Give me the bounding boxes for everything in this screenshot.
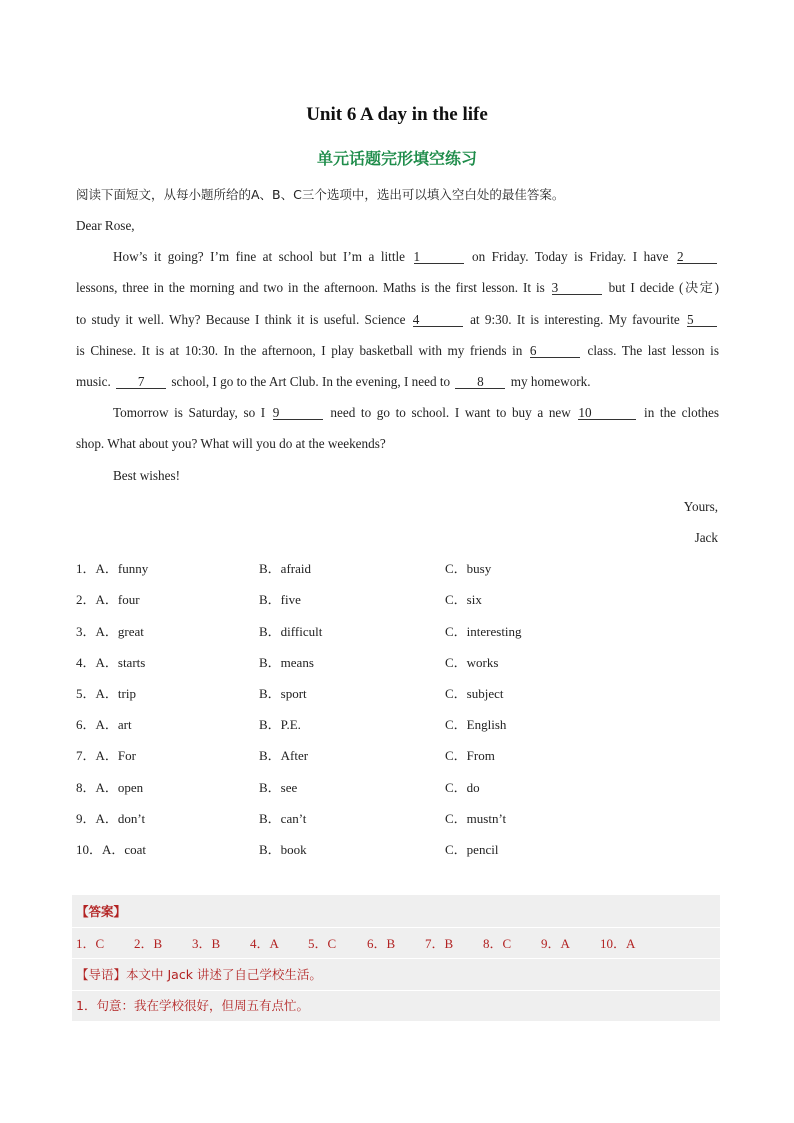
instruction-text: 阅读下面短文，从每小题所给的A、B、C三个选项中，选出可以填入空白处的最佳答案。 bbox=[76, 187, 565, 202]
blank-5: 5 bbox=[687, 313, 717, 327]
question-5-option-b[interactable]: B．sport bbox=[259, 686, 307, 701]
option-a[interactable]: art bbox=[117, 717, 132, 732]
answer-divider bbox=[72, 990, 720, 991]
question-1-option-c[interactable]: C．busy bbox=[445, 561, 492, 576]
option-a[interactable]: starts bbox=[117, 655, 146, 670]
question-8-option-b[interactable]: B．see bbox=[259, 780, 298, 795]
question-6-option-b[interactable]: B．P.E. bbox=[259, 717, 301, 732]
blank-10: 10 bbox=[578, 406, 636, 420]
option-a[interactable]: coat bbox=[124, 842, 147, 857]
answer-key-4: 4．A bbox=[250, 936, 279, 951]
passage-line-7: shop. What about you? What will you do at the weekends? bbox=[76, 436, 386, 451]
answer-key-10: 10．A bbox=[600, 936, 636, 951]
blank-7: 7 bbox=[116, 375, 166, 389]
option-a[interactable]: open bbox=[117, 780, 144, 795]
answer-key-2: 2．B bbox=[134, 936, 163, 951]
blank-1: 1 bbox=[414, 250, 464, 264]
answer-label: 【答案】 bbox=[76, 904, 127, 919]
passage-line-2: lessons, three in the morning and two in the afternoon. Maths is the first lesson. It is 3 but I decide (决定) bbox=[76, 280, 719, 295]
passage-line-1: How’s it going? I’m fine at school but I’m a little 1 on Friday. Today is Friday. I have 2 bbox=[76, 249, 719, 265]
answer-key-8: 8．C bbox=[483, 936, 512, 951]
option-a[interactable]: For bbox=[117, 748, 136, 763]
question-3: 3．A．great bbox=[76, 624, 144, 639]
question-2: 2．A．four bbox=[76, 592, 140, 607]
answer-guide: 【导语】本文中 Jack 讲述了自己学校生活。 bbox=[76, 967, 322, 982]
blank-4: 4 bbox=[413, 313, 463, 327]
answer-key-1: 1．C bbox=[76, 936, 105, 951]
blank-2: 2 bbox=[677, 250, 717, 264]
answer-key-7: 7．B bbox=[425, 936, 454, 951]
answer-divider bbox=[72, 927, 720, 928]
answer-key-3: 3．B bbox=[192, 936, 221, 951]
blank-6: 6 bbox=[530, 344, 580, 358]
question-4-option-b[interactable]: B．means bbox=[259, 655, 314, 670]
option-a[interactable]: funny bbox=[117, 561, 149, 576]
question-10-option-b[interactable]: B．book bbox=[259, 842, 307, 857]
question-2-option-c[interactable]: C．six bbox=[445, 592, 482, 607]
answer-key-6: 6．B bbox=[367, 936, 396, 951]
question-7: 7．A．For bbox=[76, 748, 136, 763]
option-a[interactable]: don’t bbox=[117, 811, 146, 826]
letter-greeting: Dear Rose, bbox=[76, 218, 135, 233]
answer-divider bbox=[72, 958, 720, 959]
question-3-option-b[interactable]: B．difficult bbox=[259, 624, 323, 639]
option-a[interactable]: four bbox=[117, 592, 140, 607]
question-9-option-c[interactable]: C．mustn’t bbox=[445, 811, 507, 826]
blank-9: 9 bbox=[273, 406, 323, 420]
answer-key-9: 9．A bbox=[541, 936, 570, 951]
blank-8: 8 bbox=[455, 375, 505, 389]
question-1: 1．A．funny bbox=[76, 561, 149, 576]
answer-note-1: 1．句意：我在学校很好，但周五有点忙。 bbox=[76, 998, 309, 1013]
question-6: 6．A．art bbox=[76, 717, 132, 732]
option-a[interactable]: trip bbox=[117, 686, 136, 701]
page-subtitle: 单元话题完形填空练习 bbox=[316, 149, 477, 168]
passage-line-3: to study it well. Why? Because I think it is useful. Science 4 at 9:30. It is interesting. My favourite 5 bbox=[76, 312, 719, 328]
question-5: 5．A．trip bbox=[76, 686, 136, 701]
question-10-option-c[interactable]: C．pencil bbox=[445, 842, 499, 857]
passage-line-5: music. 7 school, I go to the Art Club. In the evening, I need to 8 my homework. bbox=[76, 374, 591, 389]
question-10: 10．A．coat bbox=[76, 842, 147, 857]
passage-line-6: Tomorrow is Saturday, so I 9 need to go to school. I want to buy a new 10 in the clothes bbox=[113, 405, 719, 420]
question-6-option-c[interactable]: C．English bbox=[445, 717, 507, 732]
question-4: 4．A．starts bbox=[76, 655, 146, 670]
passage-line-4: is Chinese. It is at 10:30. In the afternoon, I play basketball with my friends in 6 class. The last lesson is bbox=[76, 343, 719, 358]
question-3-option-c[interactable]: C．interesting bbox=[445, 624, 522, 639]
blank-3: 3 bbox=[552, 281, 602, 295]
question-1-option-b[interactable]: B．afraid bbox=[259, 561, 311, 576]
question-2-option-b[interactable]: B．five bbox=[259, 592, 301, 607]
question-9: 9．A．don’t bbox=[76, 811, 146, 826]
question-9-option-b[interactable]: B．can’t bbox=[259, 811, 307, 826]
question-7-option-c[interactable]: C．From bbox=[445, 748, 495, 763]
page-title: Unit 6 A day in the life bbox=[306, 104, 488, 125]
letter-signature: Jack bbox=[694, 530, 718, 545]
letter-closing: Best wishes! bbox=[113, 468, 181, 483]
letter-yours: Yours, bbox=[683, 499, 718, 514]
question-4-option-c[interactable]: C．works bbox=[445, 655, 499, 670]
option-a[interactable]: great bbox=[117, 624, 144, 639]
answer-key-5: 5．C bbox=[308, 936, 337, 951]
question-5-option-c[interactable]: C．subject bbox=[445, 686, 504, 701]
question-8-option-c[interactable]: C．do bbox=[445, 780, 480, 795]
question-8: 8．A．open bbox=[76, 780, 144, 795]
question-7-option-b[interactable]: B．After bbox=[259, 748, 309, 763]
